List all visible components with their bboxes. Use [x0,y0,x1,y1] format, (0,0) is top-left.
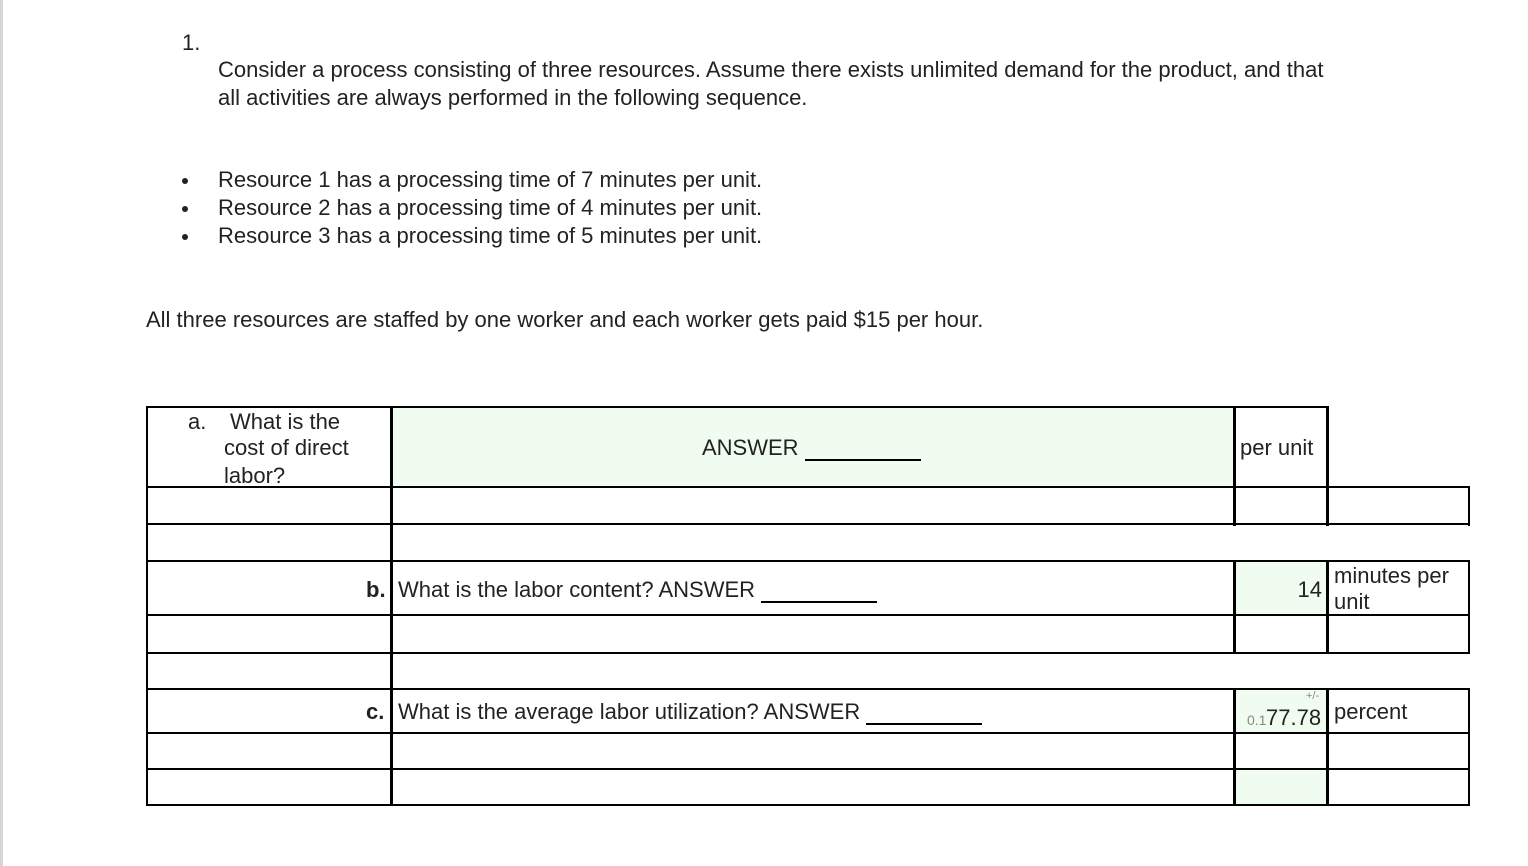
part-c-question [398,700,982,725]
table-border [146,804,1470,806]
part-a-answer-prompt [702,436,921,461]
table-border [146,486,1470,488]
table-border [1468,688,1470,806]
part-c-value[interactable]: 77.78 [1266,705,1322,730]
resource-1-text: Resource 1 has a processing time of 7 minutes per unit. [218,167,763,192]
table-border [146,652,1470,654]
page-left-border [0,0,3,866]
part-c-label: c. [366,699,385,724]
answer-empty-field [1236,770,1327,804]
part-a-question-line-2: cost of direct [224,435,349,460]
table-border [1326,560,1329,654]
table-border [1233,560,1236,654]
part-c-unit: percent [1334,699,1408,724]
table-border [146,406,1328,408]
part-b-question [398,578,877,603]
part-b-unit-line-2: unit [1334,589,1370,614]
answer-blank-line [761,600,877,603]
part-c-tolerance-sign: +/- [1306,690,1320,702]
bullet-icon [182,234,188,240]
part-b-label: b. [366,577,386,602]
table-border [1326,688,1329,806]
table-border [146,768,1470,770]
table-border [146,406,148,806]
table-border [1468,560,1470,654]
bullet-icon [182,206,188,212]
part-b-question-text: What is the labor content? ANSWER [398,577,756,602]
intro-line-1: Consider a process consisting of three resources. Assume there exists unlimited demand for the product, and that [218,57,1324,82]
table-border [146,560,1470,562]
answer-blank-line [805,458,921,461]
intro-line-2: all activities are always performed in the following sequence. [218,85,808,110]
part-a-label: a. [188,409,207,434]
part-a-answer-label: ANSWER [702,435,799,460]
table-border [1233,406,1236,526]
table-border [1326,406,1329,526]
table-border [146,614,1470,616]
question-number: 1. [182,30,201,55]
staffing-text: All three resources are staffed by one worker and each worker gets paid $15 per hour. [146,307,984,332]
bullet-icon [182,178,188,184]
part-b-value[interactable]: 14 [1297,577,1322,602]
part-c-question-text: What is the average labor utilization? ANSWER [398,699,861,724]
table-border [1468,486,1470,526]
table-border [1233,688,1236,806]
resource-3-text: Resource 3 has a processing time of 5 minutes per unit. [218,223,763,248]
part-a-unit: per unit [1240,435,1314,460]
resource-2-text: Resource 2 has a processing time of 4 minutes per unit. [218,195,763,220]
part-b-unit-line-1: minutes per [1334,563,1449,588]
table-border [146,732,1470,734]
part-a-question-line-1: What is the [230,409,341,434]
part-a-question-line-3: labor? [224,463,286,488]
answer-blank-line [866,722,982,725]
table-border [390,406,393,806]
part-c-tolerance: 0.1 [1247,712,1267,728]
table-border [146,523,1470,525]
table-border [146,688,1470,690]
